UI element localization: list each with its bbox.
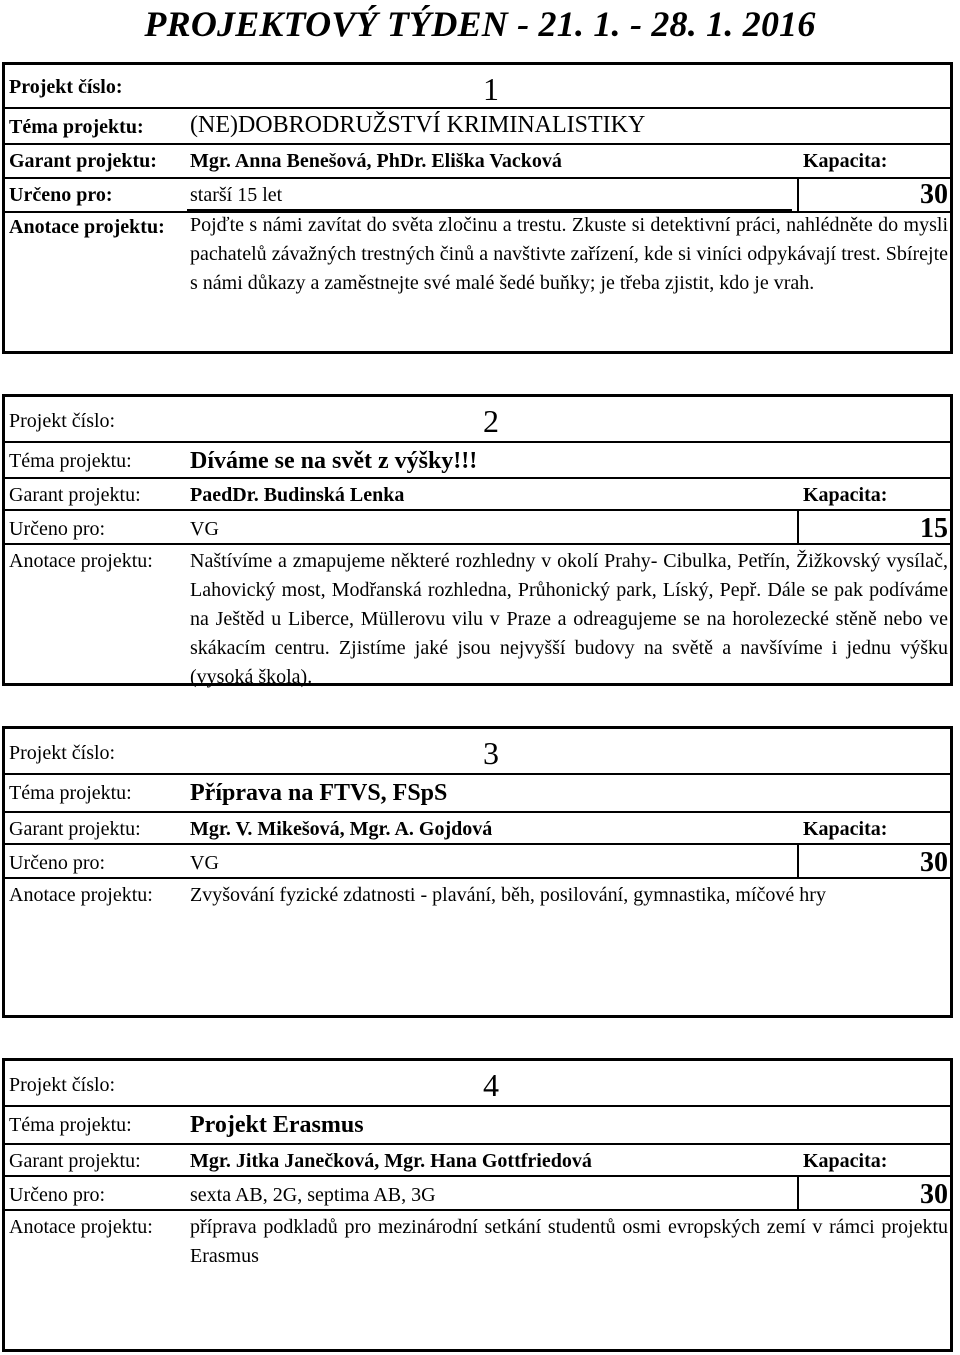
project-urceno: sexta AB, 2G, septima AB, 3G xyxy=(190,1184,436,1206)
project-tema: Projekt Erasmus xyxy=(190,1112,364,1138)
project-garant: Mgr. Jitka Janečková, Mgr. Hana Gottfriedová xyxy=(190,1150,592,1172)
project-kapacita: 30 xyxy=(920,1179,948,1210)
divider xyxy=(5,107,950,109)
divider xyxy=(5,877,950,879)
label-urceno: Určeno pro: xyxy=(9,1184,106,1206)
label-tema: Téma projektu: xyxy=(9,1114,132,1136)
project-anotace: příprava podkladů pro mezinárodní setkání studentů osmi evropských zemí v rámci projektu Erasmus xyxy=(190,1216,948,1267)
label-garant: Garant projektu: xyxy=(9,484,141,506)
label-projekt-cislo: Projekt číslo: xyxy=(9,76,123,98)
label-tema: Téma projektu: xyxy=(9,782,132,804)
label-tema: Téma projektu: xyxy=(9,116,144,138)
project-tema: Díváme se na svět z výšky!!! xyxy=(190,448,478,474)
project-urceno: starší 15 let xyxy=(190,184,283,206)
divider xyxy=(5,441,950,443)
project-anotace: Naštívíme a zmapujeme některé rozhledny v okolí Prahy- Cibulka, Petřín, Žižkovský vysílač, Lahovický most, Modřanská rozhledna, Průhonický park, Líský, Pepř. Dále se pak podíváme na Ještěd u Liberce, Müllerovu vilu v Praze a odreagujeme se na horolezecké stěně nebo ve skákacím centru. Zjistíme jaké jsou nejvyšší budovy na světě a navšívíme i jednu výšku (vysoká škola). xyxy=(190,550,948,688)
divider xyxy=(5,843,950,845)
divider xyxy=(5,543,950,545)
divider xyxy=(797,1175,799,1209)
divider xyxy=(5,143,950,145)
project-number: 3 xyxy=(483,735,499,771)
label-kapacita: Kapacita: xyxy=(803,484,888,506)
label-garant: Garant projektu: xyxy=(9,818,141,840)
project-number: 4 xyxy=(483,1067,499,1103)
label-anotace: Anotace projektu: xyxy=(9,216,165,238)
divider xyxy=(797,177,799,211)
label-anotace: Anotace projektu: xyxy=(9,550,153,572)
project-kapacita: 15 xyxy=(920,513,948,544)
divider xyxy=(5,1175,950,1177)
project-card-3 xyxy=(2,726,953,1018)
project-anotace: Zvyšování fyzické zdatnosti - plavání, běh, posilování, gymnastika, míčové hry xyxy=(190,884,826,906)
project-urceno: VG xyxy=(190,518,219,540)
project-urceno: VG xyxy=(190,852,219,874)
divider xyxy=(5,1105,950,1107)
project-kapacita: 30 xyxy=(920,179,948,210)
project-garant: PaedDr. Budinská Lenka xyxy=(190,484,405,506)
project-kapacita: 30 xyxy=(920,847,948,878)
label-urceno: Určeno pro: xyxy=(9,184,113,206)
divider xyxy=(5,1209,950,1211)
divider xyxy=(5,509,950,511)
label-anotace: Anotace projektu: xyxy=(9,884,153,906)
label-garant: Garant projektu: xyxy=(9,1150,141,1172)
divider xyxy=(5,477,950,479)
label-garant: Garant projektu: xyxy=(9,150,157,172)
project-anotace: Pojďte s námi zavítat do světa zločinu a trestu. Zkuste si detektivní práci, nahlédněte do mysli pachatelů závažných trestných činů a navštivte zařízení, kde si viníci odpykávají trest. Sbírejte s námi důkazy a zaměstnejte své malé šedé buňky; je třeba zjistit, kdo je vrah. xyxy=(190,214,948,294)
divider xyxy=(797,843,799,877)
label-anotace: Anotace projektu: xyxy=(9,1216,153,1238)
label-projekt-cislo: Projekt číslo: xyxy=(9,410,116,432)
divider xyxy=(5,773,950,775)
project-card-2 xyxy=(2,394,953,686)
divider xyxy=(797,509,799,543)
divider xyxy=(5,811,950,813)
project-garant: Mgr. V. Mikešová, Mgr. A. Gojdová xyxy=(190,818,493,840)
label-kapacita: Kapacita: xyxy=(803,150,888,172)
label-kapacita: Kapacita: xyxy=(803,1150,888,1172)
divider xyxy=(5,1143,950,1145)
project-number: 2 xyxy=(483,403,499,439)
label-projekt-cislo: Projekt číslo: xyxy=(9,1074,116,1096)
project-garant: Mgr. Anna Benešová, PhDr. Eliška Vacková xyxy=(190,150,562,172)
divider xyxy=(5,177,950,179)
label-urceno: Určeno pro: xyxy=(9,518,106,540)
project-number: 1 xyxy=(483,71,499,107)
label-kapacita: Kapacita: xyxy=(803,818,888,840)
label-projekt-cislo: Projekt číslo: xyxy=(9,742,116,764)
project-card-4 xyxy=(2,1058,953,1352)
label-urceno: Určeno pro: xyxy=(9,852,106,874)
page-title: PROJEKTOVÝ TÝDEN - 21. 1. - 28. 1. 2016 xyxy=(144,4,816,44)
project-tema: Příprava na FTVS, FSpS xyxy=(190,780,448,806)
label-tema: Téma projektu: xyxy=(9,450,132,472)
project-tema: (NE)DOBRODRUŽSTVÍ KRIMINALISTIKY xyxy=(190,112,646,138)
project-card-1 xyxy=(2,62,953,354)
